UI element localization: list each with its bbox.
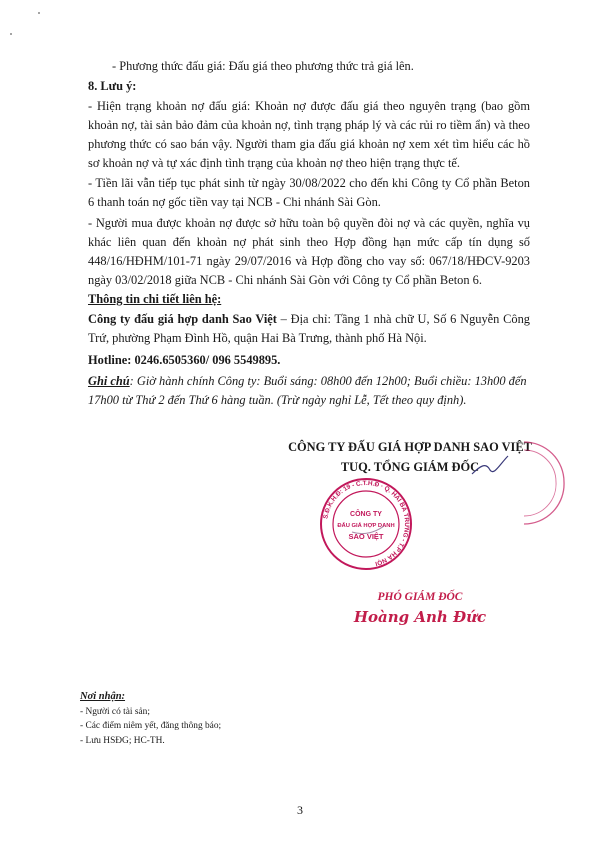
note-label: Ghi chú bbox=[88, 374, 130, 388]
company-stamp-graphic bbox=[318, 476, 414, 572]
recipient-item: - Các điểm niêm yết, đăng thông báo; bbox=[80, 721, 222, 732]
signature-company: CÔNG TY ĐẤU GIÁ HỢP DANH SAO VIỆT bbox=[288, 440, 532, 454]
address-text: – Địa chỉ: Tầng 1 nhà chữ U, Số 6 Nguyễn Công Trứ, phường Phạm Đình Hồ, quận Hai Bà Trưng, thành phố Hà Nội. bbox=[88, 312, 530, 345]
note-heading: 8. Lưu ý: bbox=[88, 79, 137, 93]
company-name: Công ty đấu giá hợp danh Sao Việt bbox=[88, 312, 277, 326]
recipients-block bbox=[80, 690, 280, 748]
contact-heading: Thông tin chi tiết liên hệ: bbox=[88, 292, 222, 306]
stamp-line-3: SAO VIỆT bbox=[348, 532, 384, 541]
stamp-line-2: ĐẤU GIÁ HỢP DANH bbox=[337, 523, 395, 529]
stamp-ring-text: S.Đ.K.H.Đ: 19 - C.T.H.Đ · Q. HAI BÀ TRƯNG - T.P HÀ NỘI bbox=[322, 479, 411, 567]
recipient-item: - Lưu HSĐG; HC-TH. bbox=[80, 735, 165, 746]
auction-method-line: - Phương thức đấu giá: Đấu giá theo phương thức trả giá lên. bbox=[112, 59, 414, 73]
note-paragraph-1: - Hiện trạng khoản nợ đấu giá: Khoản nợ được đấu giá theo nguyên trạng (bao gồm khoản nợ, tài sản bảo đảm của khoản nợ, tình trạng pháp lý và các rủi ro tiềm ẩn) và theo phương thức có sao bán vậy. Người tham gia đấu giá khoản nợ xem xét tìm hiểu các hồ sơ khoản nợ và tự xác định tình trạng của khoản nợ theo hiện trạng thực tế. bbox=[88, 99, 530, 170]
recipient-item: - Người có tài sản; bbox=[80, 706, 150, 717]
contact-address bbox=[88, 310, 530, 348]
page-number: 3 bbox=[297, 803, 303, 817]
note-text: : Giờ hành chính Công ty: Buổi sáng: 08h00 đến 12h00; Buổi chiều: 13h00 đến 17h00 từ Thứ 2 đến Thứ 6 hàng tuần. (Trừ ngày nghỉ Lễ, Tết theo quy định). bbox=[88, 374, 527, 407]
note-paragraph-3: - Người mua được khoản nợ được sở hữu toàn bộ quyền đòi nợ và các quyền, nghĩa vụ khác liên quan đến khoản nợ phát sinh theo Hợp đồng hạn mức cấp tín dụng số 448/16/HĐHM/101-71 ngày 29/07/2016 và Hợp đồng cho vay số: 067/18/HĐCV-9203 ngày 03/02/2018 giữa NCB - Chi nhánh Sài Gòn với Công ty Cổ phần Beton 6. bbox=[88, 216, 530, 287]
signer-name: Hoàng Anh Đức bbox=[353, 608, 487, 626]
office-hours-note bbox=[88, 372, 530, 410]
partial-stamp-graphic bbox=[522, 438, 566, 528]
signature-on-behalf: TUQ. TỔNG GIÁM ĐỐC bbox=[340, 460, 480, 474]
signer-role: PHÓ GIÁM ĐỐC bbox=[377, 591, 463, 603]
hotline: Hotline: 0246.6505360/ 096 5549895. bbox=[88, 353, 281, 367]
scan-speck bbox=[38, 12, 40, 14]
recipients-heading: Nơi nhận: bbox=[80, 691, 126, 702]
stamp-line-1: CÔNG TY bbox=[350, 511, 382, 518]
note-paragraph-2: - Tiền lãi vẫn tiếp tục phát sinh từ ngày 30/08/2022 cho đến khi Công ty Cổ phần Beton 6 thanh toán nợ gốc tiền vay tại NCB - Chi nhánh Sài Gòn. bbox=[88, 176, 530, 209]
scan-speck bbox=[10, 33, 12, 35]
signature-graphic bbox=[470, 452, 510, 482]
